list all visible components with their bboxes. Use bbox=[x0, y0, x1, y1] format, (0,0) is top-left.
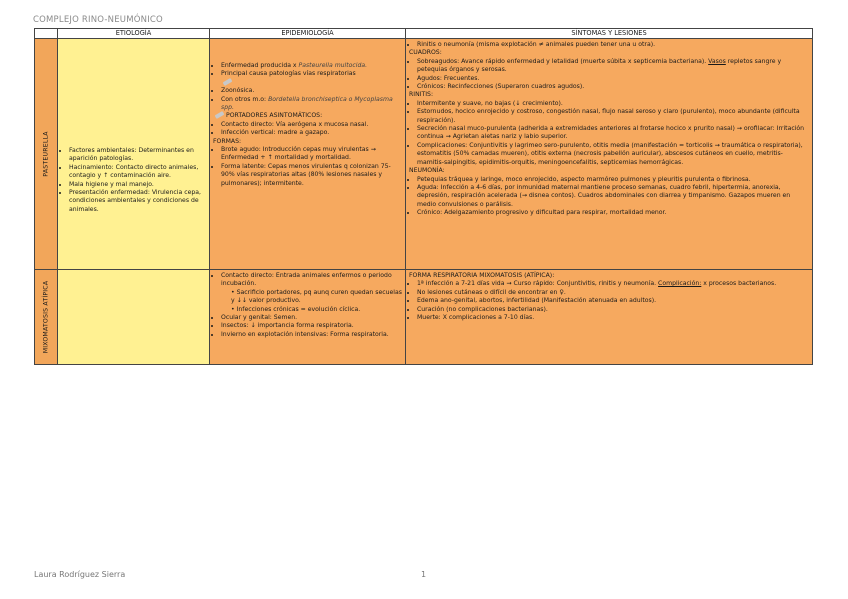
row-label-pasteurella bbox=[35, 39, 58, 270]
list-item: • Sacrificio portadores, pq aunq curen quedan secuelas y ↓↓ valor productivo. bbox=[231, 288, 402, 305]
list-item: • Invierno en explotación intensivas: Forma respiratoria. bbox=[221, 331, 402, 339]
list-item: • Petequias tráquea y laringe, moco enrojecido, aspecto marmóreo pulmones y pleuritis purulenta o fibrinosa. bbox=[417, 176, 809, 184]
list-item: • Hacinamiento: Contacto directo animales, contagio y ↑ contaminación aire. bbox=[69, 164, 206, 181]
list-item bbox=[417, 58, 809, 75]
summary-table bbox=[34, 28, 813, 365]
list-item: • Mala higiene y mal manejo. bbox=[69, 181, 206, 189]
list-item: • Muerte: X complicaciones a 7-10 días. bbox=[417, 314, 809, 322]
text: x procesos bacterianos. bbox=[701, 280, 777, 288]
formas-heading: FORMAS: bbox=[213, 137, 242, 145]
row-pasteurella bbox=[35, 39, 813, 270]
epi-list-3 bbox=[213, 146, 402, 188]
list-item: • Forma latente: Cepas menos virulentas q colonizan 75-90% vías respiratorias altas (80% lesiones nasales y pulmonares); intermitente. bbox=[221, 163, 402, 188]
header-epidemiologia: EPIDEMIOLOGÍA bbox=[210, 29, 406, 39]
list-item: • Factores ambientales: Determinantes en aparición patologías. bbox=[69, 147, 206, 164]
cuadros-heading: CUADROS: bbox=[409, 49, 442, 57]
list-item: • Edema ano-genital, abortos, infertilidad (Manifestación atenuada en adultos). bbox=[417, 297, 809, 305]
header-sintomas: SÍNTOMAS Y LESIONES bbox=[406, 29, 813, 39]
list-item: • Brote agudo: Introducción cepas muy virulentas → Enfermedad + ↑ mortalidad y mortalidad. bbox=[221, 146, 402, 163]
list-item bbox=[221, 96, 402, 113]
list-item: • Complicaciones: Conjuntivitis y lagrimeo sero-purulento, otitis media (manifestación = torticolis → traumática o respiratoria), estomatitis (50% camadas mueren), otitis externa (necrosis pabellón auricular), abscesos cutáneos en cuello, metritis-mamitis-salpingitis, epidimitis-orquitis, meningoencefalitis, septicemias hemorrágicas. bbox=[417, 142, 809, 167]
forma-respiratoria-heading: FORMA RESPIRATORIA MIXOMATOSIS (ATÍPICA): bbox=[409, 272, 555, 279]
list-item: • Crónico: Adelgazamiento progresivo y dificultad para respirar, mortalidad menor. bbox=[417, 209, 809, 217]
pencil-icon bbox=[223, 78, 233, 86]
text: Sobreagudos: Avance rápido enfermedad y letalidad (muerte súbita x septicemia bacteriana). bbox=[417, 57, 709, 65]
footer-author: Laura Rodríguez Sierra bbox=[34, 570, 126, 579]
header-row bbox=[35, 29, 813, 39]
text: Contacto directo: Entrada animales enfermos o periodo incubación. bbox=[221, 272, 392, 288]
text: 1ª infección a 7-21 días vida → Curso rápido: Conjuntivitis, rinitis y neumonía. bbox=[417, 280, 659, 288]
list-item: • Zoonósica. bbox=[221, 87, 402, 95]
sint-list-1 bbox=[409, 41, 809, 49]
portadores-heading bbox=[213, 112, 402, 120]
cell-etiologia-pasteurella bbox=[58, 39, 210, 270]
list-item: • No lesiones cutáneas o difícil de encontrar en ♀. bbox=[417, 289, 809, 297]
row-label-text: MIXOMATOSIS ATÍPICA bbox=[42, 280, 50, 354]
row-label-text: PASTEURELLA bbox=[42, 131, 50, 177]
text: PORTADORES ASINTOMÁTICOS: bbox=[226, 112, 323, 120]
row-mixomatosis bbox=[35, 270, 813, 365]
list-item: • Ocular y genital: Semen. bbox=[221, 314, 402, 322]
list-item: • Agudos: Frecuentes. bbox=[417, 75, 809, 83]
neumonia-heading: NEUMONÍA: bbox=[409, 167, 445, 175]
list-item bbox=[221, 70, 402, 87]
text: Infecciones crónicas = evolución cíclica. bbox=[236, 305, 361, 313]
list-item: • Aguda: Infección a 4-6 días, por inmunidad maternal mantiene proceso semanas, cuadro febril, hipertermia, anorexia, depresión, respiración acelerada (→ disnea contos). Cuadros abdominales con diarrea y timpanismo. Gazapos mueren en medio convulsiones o parálisis. bbox=[417, 184, 809, 209]
text: Sacrificio portadores, pq aunq curen quedan secuelas y ↓↓ valor productivo. bbox=[231, 288, 402, 305]
document-title: COMPLEJO RINO-NEUMÓNICO bbox=[33, 15, 163, 25]
cell-etiologia-mixomatosis bbox=[58, 270, 210, 365]
list-item: • Secreción nasal muco-purulenta (adherida a extremidades anteriores al frotarse hocico x prurito nasal) → orofilacar: Irritación continua → Agrietan aletas nariz y labio superior. bbox=[417, 125, 809, 142]
species-name: Bordetella bronchiseptica o Mycoplasma spp. bbox=[221, 95, 393, 112]
list-item: • Infecciones crónicas = evolución cíclica. bbox=[231, 305, 361, 313]
page-number: 1 bbox=[421, 570, 427, 579]
sint-list-3 bbox=[409, 100, 809, 167]
sub-list bbox=[221, 289, 402, 314]
epi-list-2 bbox=[213, 121, 402, 138]
text: repletos sangre y petequias órganos y serosas. bbox=[417, 57, 782, 74]
cell-sintomas-pasteurella bbox=[406, 39, 813, 270]
underlined-text: Vasos bbox=[708, 57, 726, 65]
list-item: • Presentación enfermedad: Virulencia cepa, condiciones ambientales y condiciones de animales. bbox=[69, 189, 206, 214]
sint-list-2 bbox=[409, 58, 809, 92]
sint-list-4 bbox=[409, 176, 809, 218]
list-item: • Insectos: ↓ importancia forma respiratoria. bbox=[221, 322, 402, 330]
list-item: • Rinitis o neumonía (misma explotación ≠ animales pueden tener una u otra). bbox=[417, 41, 809, 49]
cell-epidemiologia-pasteurella bbox=[210, 39, 406, 270]
list-item: • Infección vertical: madre a gazapo. bbox=[221, 129, 402, 137]
text: Principal causa patologías vías respiratorias bbox=[221, 70, 356, 78]
list-item: • Contacto directo: Vía aerógena x mucosa nasal. bbox=[221, 121, 402, 129]
etiologia-list bbox=[61, 147, 206, 214]
list-item bbox=[417, 280, 809, 288]
list-item bbox=[221, 272, 402, 314]
corner-cell bbox=[35, 29, 58, 39]
list-item: • Crónicos: Recinfecciones (Superaron cuadros agudos). bbox=[417, 83, 809, 91]
list-item: • Estornudos, hocico enrojecido y costroso, congestión nasal, flujo nasal seroso y claro (purulento), moco abundante (dificulta respiración). bbox=[417, 108, 809, 125]
pencil-icon bbox=[215, 111, 225, 119]
list-item: • Intermitente y suave, no bajas (↓ crecimiento). bbox=[417, 100, 809, 108]
list-item: • Curación (no complicaciones bacterianas). bbox=[417, 306, 809, 314]
mixo-sint-list bbox=[409, 280, 809, 322]
text: Enfermedad producida x bbox=[221, 62, 299, 69]
underlined-text: Complicación: bbox=[658, 280, 702, 288]
text: Con otros m.o: bbox=[221, 95, 269, 103]
species-name: Pasteurella multocida. bbox=[298, 62, 368, 69]
row-label-mixomatosis bbox=[35, 270, 58, 365]
mixo-epi-list bbox=[213, 272, 402, 339]
header-etiologia: ETIOLOGÍA bbox=[58, 29, 210, 39]
cell-sintomas-mixomatosis bbox=[406, 270, 813, 365]
cell-epidemiologia-mixomatosis bbox=[210, 270, 406, 365]
epi-list-1 bbox=[213, 62, 402, 112]
rinitis-heading: RINITIS: bbox=[409, 91, 434, 99]
